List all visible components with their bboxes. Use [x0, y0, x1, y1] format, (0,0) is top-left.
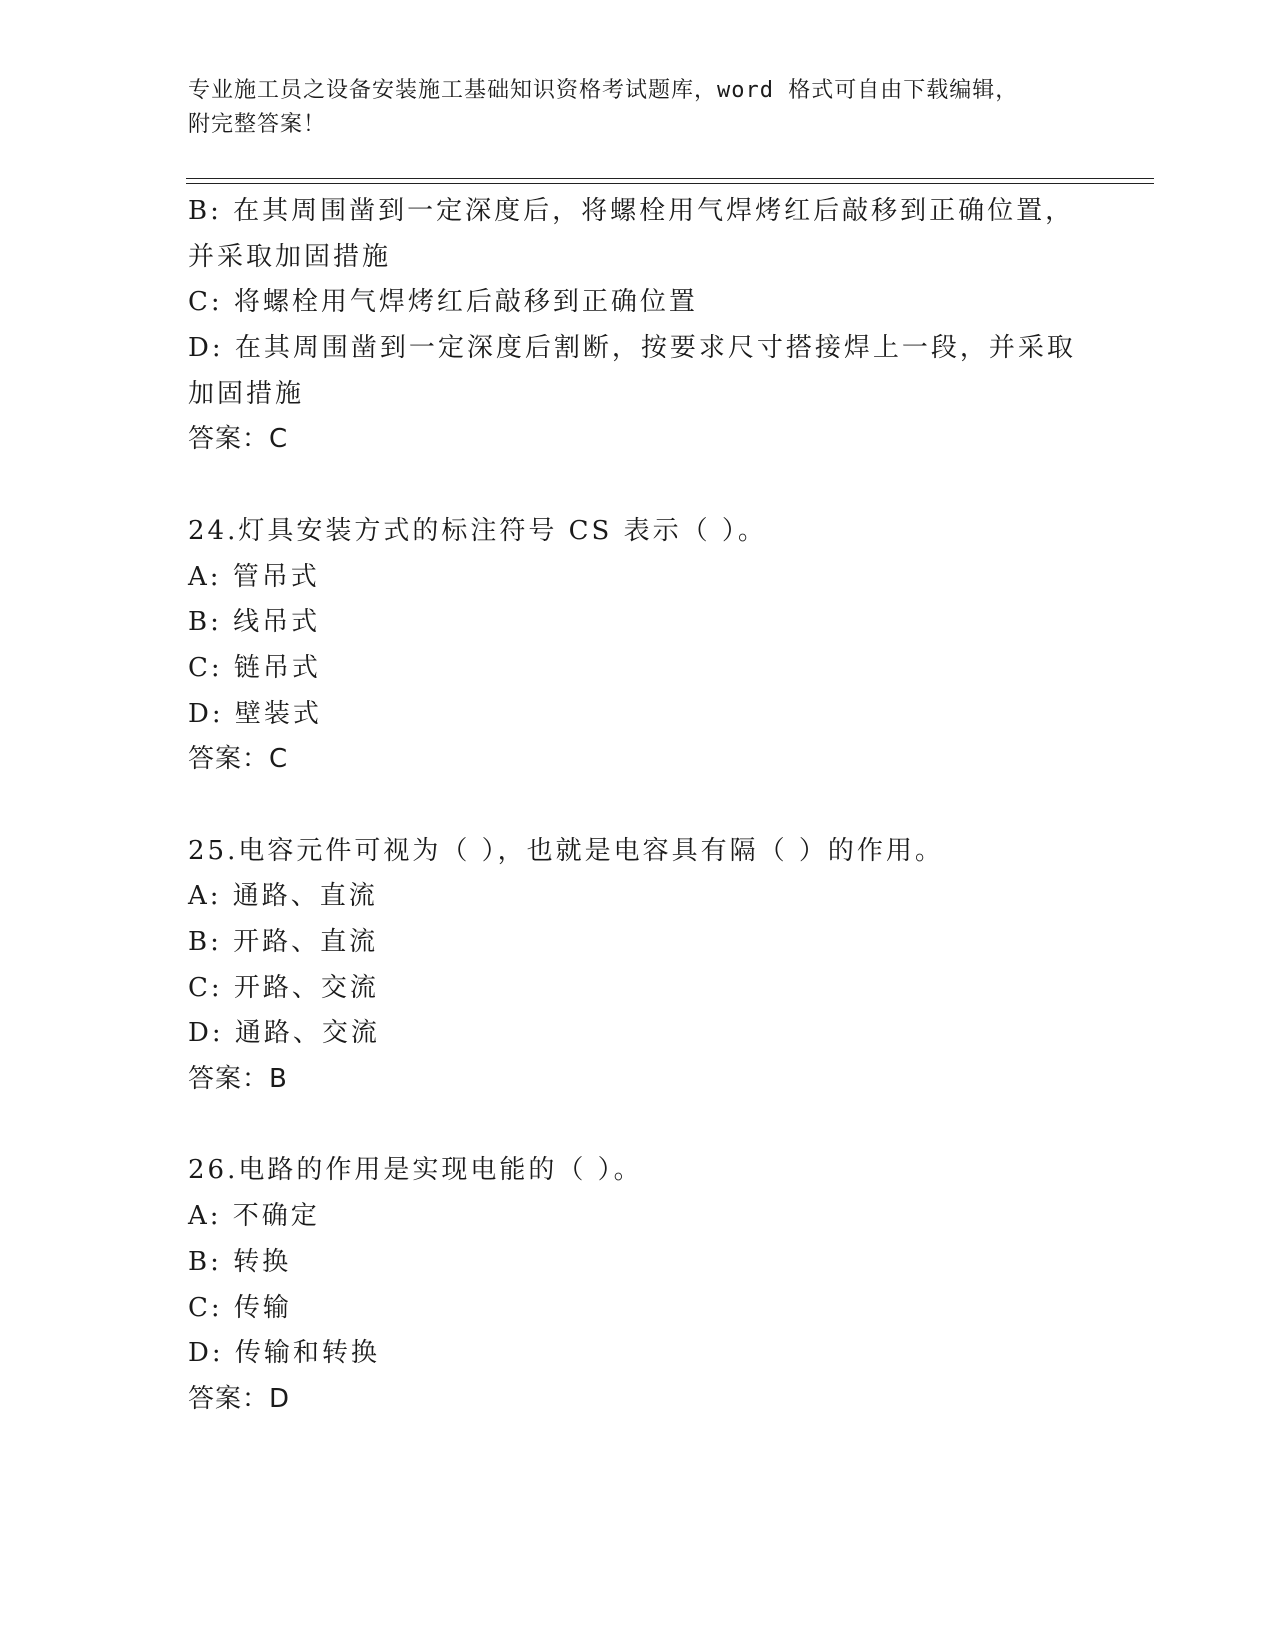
header-line-1: 专业施工员之设备安装施工基础知识资格考试题库，word 格式可自由下载编辑，: [188, 78, 1019, 103]
option-b: B: 线吊式: [188, 607, 321, 638]
header-rule-top: [186, 178, 1154, 179]
option-c: C: 开路、交流: [188, 972, 379, 1003]
option-b-line-2: 并采取加固措施: [188, 241, 392, 272]
question-stem: 24.灯具安装方式的标注符号 CS 表示（ ）。: [188, 515, 767, 546]
option-b: B: 转换: [188, 1246, 292, 1277]
spacer: [188, 783, 1088, 829]
question-block-24: [188, 509, 1088, 783]
option-d-line-2: 加固措施: [188, 378, 305, 409]
option-b: B: 开路、直流: [188, 927, 379, 957]
option-c: C: 将螺栓用气焊烤红后敲移到正确位置: [188, 287, 698, 318]
header-rule-bottom: [186, 183, 1154, 184]
option-d-line-1: D: 在其周围凿到一定深度后割断，按要求尺寸搭接焊上一段，并采取: [188, 333, 1076, 364]
option-a: A: 管吊式: [188, 561, 320, 592]
answer: 答案：C: [188, 424, 289, 455]
answer: 答案：C: [188, 744, 289, 775]
question-block-25: [188, 829, 1088, 1103]
spacer: [188, 1103, 1088, 1149]
question-stem: 26.电路的作用是实现电能的（ ）。: [188, 1155, 643, 1186]
answer: 答案：D: [188, 1383, 291, 1414]
header-line-2: 附完整答案！: [188, 112, 327, 137]
question-content: [188, 189, 1088, 1423]
document-header: [188, 74, 1088, 142]
spacer: [188, 463, 1088, 509]
option-d: D: 壁装式: [188, 698, 322, 729]
question-block-26: [188, 1148, 1088, 1422]
question-stem: 25.电容元件可视为（ ），也就是电容具有隔（ ）的作用。: [188, 835, 944, 866]
option-c: C: 传输: [188, 1292, 292, 1323]
prev-question-block: [188, 189, 1088, 463]
option-c: C: 链吊式: [188, 652, 321, 683]
option-a: A: 不确定: [188, 1201, 320, 1232]
option-b-line-1: B: 在其周围凿到一定深度后，将螺栓用气焊烤红后敲移到正确位置，: [188, 196, 1075, 226]
option-a: A: 通路、直流: [188, 881, 378, 912]
answer: 答案：B: [188, 1064, 288, 1095]
option-d: D: 传输和转换: [188, 1338, 380, 1369]
option-d: D: 通路、交流: [188, 1018, 380, 1049]
